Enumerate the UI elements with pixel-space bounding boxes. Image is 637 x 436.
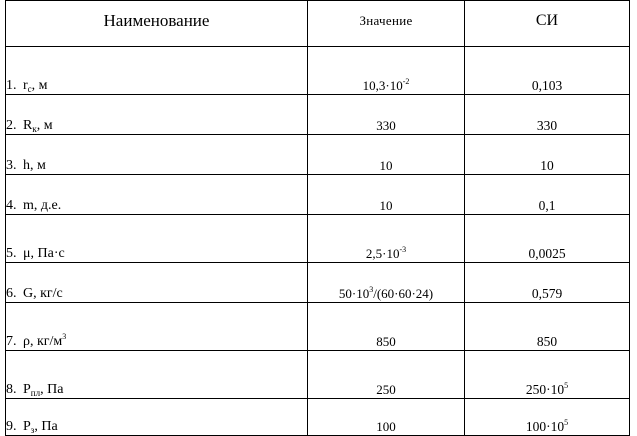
table-row [6,351,630,399]
parameter-symbol: R [23,118,33,133]
parameter-subscript: з [30,425,35,435]
si-exponent: 5 [564,418,569,427]
table-row [6,215,630,263]
table-row [6,303,630,351]
parameter-si-cell [465,215,630,263]
parameter-name-cell [6,303,308,351]
parameter-subscript: пл [30,388,41,398]
table-body [6,47,630,436]
value-exponent: -3 [399,245,407,254]
parameter-value-cell [308,175,465,215]
table-row [6,263,630,303]
parameter-value-cell [308,215,465,263]
row-number: 9. [6,419,17,434]
parameter-unit: , Па [34,419,58,434]
si-main: 100·10 [525,419,565,434]
si-main: 330 [536,118,558,133]
parameter-name-cell [6,351,308,399]
value-main: 50·10 [338,286,370,301]
si-exponent: 5 [564,381,569,390]
parameter-name-cell [6,399,308,436]
parameter-si-cell [465,351,630,399]
parameter-value-cell [308,303,465,351]
parameter-name-cell [6,215,308,263]
table-row [6,175,630,215]
header-name: Наименование [6,1,308,47]
row-number: 7. [6,334,17,349]
si-main: 0,0025 [528,246,566,261]
value-main: 250 [376,382,396,397]
si-main: 10 [540,158,554,173]
value-main: 10,3·10 [362,78,403,93]
parameter-name-cell [6,135,308,175]
value-main: 330 [376,118,396,133]
parameter-value-cell [308,95,465,135]
row-number: 5. [6,246,17,261]
value-main: 850 [376,334,396,349]
parameter-superscript: 3 [62,332,67,341]
value-exponent: 3 [369,285,374,294]
table-row [6,95,630,135]
row-number: 4. [6,198,17,213]
row-number: 8. [6,382,17,397]
parameter-name-cell [6,263,308,303]
parameter-value-cell [308,399,465,436]
header-value: Значение [308,1,465,47]
value-suffix: /(60·60·24) [373,286,434,301]
parameter-unit: , м [31,78,48,93]
si-main: 850 [536,334,558,349]
table-row [6,399,630,436]
si-main: 0,103 [531,78,563,93]
value-main: 100 [376,419,396,434]
parameter-si-cell [465,47,630,95]
parameter-unit: , Па [40,382,64,397]
parameter-si-cell [465,399,630,436]
table-row [6,47,630,95]
parameter-value-cell [308,47,465,95]
parameter-subscript: c [27,84,32,94]
parameter-si-cell [465,175,630,215]
parameter-value-cell [308,135,465,175]
parameter-symbol: μ, Па·с [23,246,65,261]
row-number: 6. [6,286,17,301]
parameter-symbol: r [23,78,28,93]
header-si: СИ [465,1,630,47]
parameter-value-cell [308,351,465,399]
parameter-symbol: h, м [23,158,46,173]
si-main: 250·10 [525,382,565,397]
parameter-unit: , м [36,118,53,133]
table-row [6,135,630,175]
parameter-si-cell [465,135,630,175]
parameters-table [5,0,630,436]
parameter-subscript: к [32,124,37,134]
value-main: 10 [379,158,393,173]
si-main: 0,1 [538,198,556,213]
parameter-name-cell [6,47,308,95]
parameter-si-cell [465,303,630,351]
parameter-symbol: G, кг/с [23,286,63,301]
parameter-symbol: ρ, кг/м [23,334,63,349]
value-main: 2,5·10 [365,246,400,261]
parameter-symbol: m, д.е. [23,198,62,213]
value-main: 10 [379,198,393,213]
row-number: 3. [6,158,17,173]
parameter-value-cell [308,263,465,303]
row-number: 1. [6,78,17,93]
header-row [6,1,630,47]
parameter-name-cell [6,175,308,215]
value-exponent: -2 [402,77,410,86]
parameter-symbol: P [23,419,31,434]
parameter-name-cell [6,95,308,135]
si-main: 0,579 [531,286,563,301]
parameter-si-cell [465,263,630,303]
row-number: 2. [6,118,17,133]
parameter-symbol: P [23,382,31,397]
parameter-si-cell [465,95,630,135]
